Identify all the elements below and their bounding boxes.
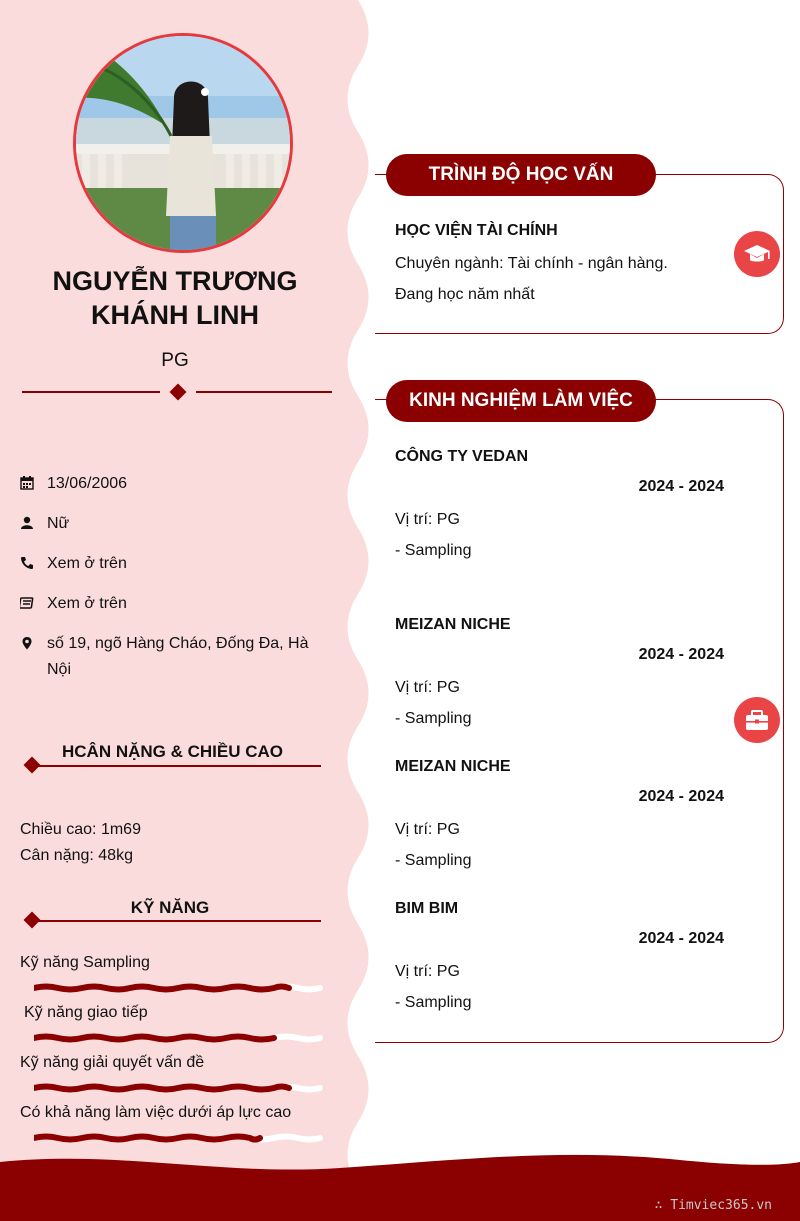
map-pin-icon: [20, 636, 34, 650]
skill-bar-fill-4: [34, 1137, 260, 1140]
birthday-text: 13/06/2006: [47, 475, 128, 492]
experience-task-4: - Sampling: [395, 994, 472, 1011]
divider-left-line: [22, 391, 160, 393]
skills-heading: KỸ NĂNG: [130, 898, 210, 917]
education-school: HỌC VIỆN TÀI CHÍNH: [395, 222, 558, 239]
calendar-icon: [20, 476, 34, 490]
brand-text: Timviec365.vn: [670, 1198, 772, 1213]
height-text: Chiều cao: 1m69: [20, 821, 141, 838]
skills-underline: [32, 920, 321, 922]
address-text: số 19, ngõ Hàng Cháo, Đống Đa, Hà Nội: [47, 635, 309, 678]
experience-position-1: Vị trí: PG: [395, 511, 460, 528]
experience-task-2: - Sampling: [395, 710, 472, 727]
address-row: [20, 631, 320, 683]
body-stats-underline: [32, 765, 321, 767]
education-heading: TRÌNH ĐỘ HỌC VẤN: [386, 154, 656, 196]
briefcase-icon: [734, 697, 780, 743]
job-title: PG: [161, 350, 189, 371]
brand-dots-icon: ∴: [654, 1198, 671, 1213]
experience-company-1: CÔNG TY VEDAN: [395, 448, 529, 465]
skill-bar-fill-1: [34, 987, 289, 990]
footer-brand: [655, 1198, 772, 1213]
experience-task-3: - Sampling: [395, 852, 472, 869]
phone-row: [20, 551, 320, 577]
experience-heading: KINH NGHIỆM LÀM VIỆC: [386, 380, 656, 422]
experience-position-2: Vị trí: PG: [395, 679, 460, 696]
experience-period-1: 2024 - 2024: [638, 478, 724, 495]
full-name: [20, 264, 330, 332]
gender-row: [20, 511, 320, 537]
user-icon: [20, 516, 34, 530]
name-line-1: NGUYỄN TRƯƠNG: [52, 266, 298, 296]
gender-text: Nữ: [47, 515, 70, 532]
experience-company-3: MEIZAN NICHE: [395, 758, 511, 775]
skill-label-1: Kỹ năng Sampling: [20, 954, 150, 971]
education-major: Chuyên ngành: Tài chính - ngân hàng.: [395, 255, 668, 272]
phone-icon: [20, 556, 34, 570]
skill-bar-fill-2: [34, 1037, 274, 1040]
experience-task-1: - Sampling: [395, 542, 472, 559]
experience-company-2: MEIZAN NICHE: [395, 616, 511, 633]
weight-text: Cân nặng: 48kg: [20, 847, 133, 864]
avatar: [76, 36, 290, 250]
education-box: [375, 174, 784, 334]
education-status: Đang học năm nhất: [395, 286, 535, 303]
body-stats-heading: HCÂN NẶNG & CHIỀU CAO: [62, 742, 283, 761]
envelope-icon: [20, 596, 34, 610]
skill-label-4: Có khả năng làm việc dưới áp lực cao: [20, 1104, 292, 1121]
experience-position-4: Vị trí: PG: [395, 963, 460, 980]
skill-bars: [34, 980, 324, 1150]
experience-position-3: Vị trí: PG: [395, 821, 460, 838]
graduation-cap-icon: [734, 231, 780, 277]
experience-period-2: 2024 - 2024: [638, 646, 724, 663]
skill-label-3: Kỹ năng giải quyết vấn đề: [20, 1054, 205, 1071]
avatar-photo: [76, 36, 290, 250]
phone-text: Xem ở trên: [47, 555, 127, 572]
skill-label-2: Kỹ năng giao tiếp: [24, 1004, 148, 1021]
experience-company-4: BIM BIM: [395, 900, 459, 917]
experience-period-4: 2024 - 2024: [638, 930, 724, 947]
divider-right-line: [196, 391, 332, 393]
experience-period-3: 2024 - 2024: [638, 788, 724, 805]
email-text: Xem ở trên: [47, 595, 127, 612]
email-row: [20, 591, 320, 617]
skill-bar-fill-3: [34, 1087, 289, 1090]
name-line-2: KHÁNH LINH: [91, 300, 259, 330]
birthday-row: [20, 471, 320, 497]
